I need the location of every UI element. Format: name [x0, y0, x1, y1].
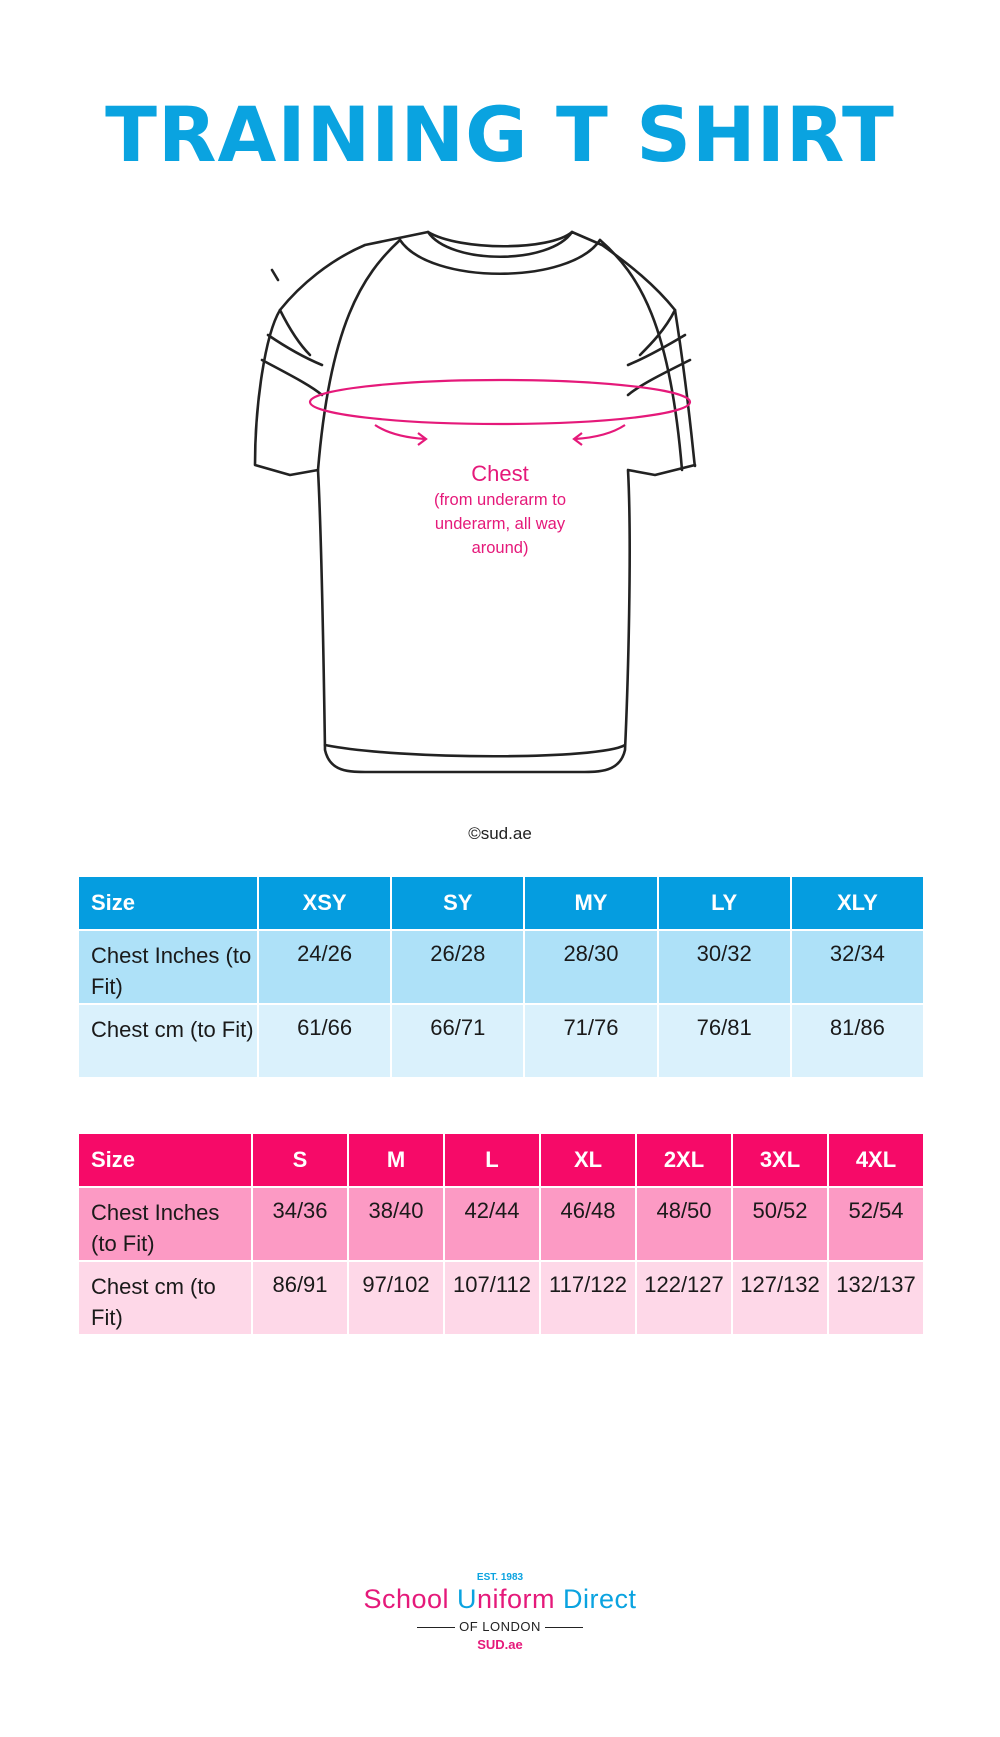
table-cell: 122/127: [636, 1261, 732, 1335]
chest-annotation: [400, 460, 600, 560]
copyright-note: ©sud.ae: [468, 824, 532, 843]
logo-subtitle: [300, 1619, 700, 1634]
page-title: TRAINING T SHIRT: [105, 90, 895, 179]
table-cell: 107/112: [444, 1261, 540, 1335]
header-cell: Size: [78, 876, 258, 930]
header-cell: Size: [78, 1133, 252, 1187]
table-cell: 117/122: [540, 1261, 636, 1335]
table-cell: 48/50: [636, 1187, 732, 1261]
header-cell: 4XL: [828, 1133, 924, 1187]
header-cell: M: [348, 1133, 444, 1187]
chest-description-line-1: (from underarm to: [433, 491, 567, 509]
youth-size-table: [77, 875, 925, 1079]
row-label: Chest cm (to Fit): [78, 1004, 258, 1078]
table-cell: 86/91: [252, 1261, 348, 1335]
adult-size-table: [77, 1132, 925, 1336]
header-cell: SY: [391, 876, 524, 930]
table-header-row: [78, 876, 924, 930]
table-cell: 28/30: [524, 930, 657, 1004]
logo-domain: SUD.ae: [477, 1637, 523, 1652]
table-row: [78, 930, 924, 1004]
table-cell: 52/54: [828, 1187, 924, 1261]
table-cell: 42/44: [444, 1187, 540, 1261]
table-cell: 71/76: [524, 1004, 657, 1078]
logo-brand-name: [300, 1584, 700, 1615]
table-cell: 127/132: [732, 1261, 828, 1335]
header-cell: L: [444, 1133, 540, 1187]
logo-rule-left: [417, 1627, 455, 1628]
chest-description-line-3: around): [471, 539, 529, 557]
header-cell: XSY: [258, 876, 391, 930]
logo-rule-right: [545, 1627, 583, 1628]
chest-description-line-2: underarm, all way: [434, 515, 566, 533]
header-cell: LY: [658, 876, 791, 930]
table-row: [78, 1187, 924, 1261]
table-cell: 34/36: [252, 1187, 348, 1261]
chest-title: Chest: [471, 461, 529, 486]
logo-established: EST. 1983: [476, 1572, 524, 1583]
table-cell: 97/102: [348, 1261, 444, 1335]
header-cell: S: [252, 1133, 348, 1187]
table-cell: 32/34: [791, 930, 924, 1004]
logo-word-direct: Direct: [563, 1584, 637, 1614]
table-cell: 81/86: [791, 1004, 924, 1078]
table-cell: 26/28: [391, 930, 524, 1004]
table-cell: 46/48: [540, 1187, 636, 1261]
table-header-row: [78, 1133, 924, 1187]
logo-subtitle-text: OF LONDON: [459, 1619, 541, 1634]
table-cell: 76/81: [658, 1004, 791, 1078]
table-cell: 61/66: [258, 1004, 391, 1078]
row-label: Chest Inches (to Fit): [78, 930, 258, 1004]
brand-logo: [300, 1572, 700, 1662]
header-cell: XLY: [791, 876, 924, 930]
table-cell: 66/71: [391, 1004, 524, 1078]
table-cell: 24/26: [258, 930, 391, 1004]
table-row: [78, 1004, 924, 1078]
logo-word-school: School: [363, 1584, 457, 1614]
logo-letter-u: U: [457, 1584, 477, 1614]
row-label: Chest cm (to Fit): [78, 1261, 252, 1335]
table-cell: 50/52: [732, 1187, 828, 1261]
row-label: Chest Inches (to Fit): [78, 1187, 252, 1261]
header-cell: MY: [524, 876, 657, 930]
header-cell: XL: [540, 1133, 636, 1187]
header-cell: 2XL: [636, 1133, 732, 1187]
logo-word-niform: niform: [477, 1584, 564, 1614]
header-cell: 3XL: [732, 1133, 828, 1187]
table-cell: 38/40: [348, 1187, 444, 1261]
table-cell: 30/32: [658, 930, 791, 1004]
table-cell: 132/137: [828, 1261, 924, 1335]
table-row: [78, 1261, 924, 1335]
